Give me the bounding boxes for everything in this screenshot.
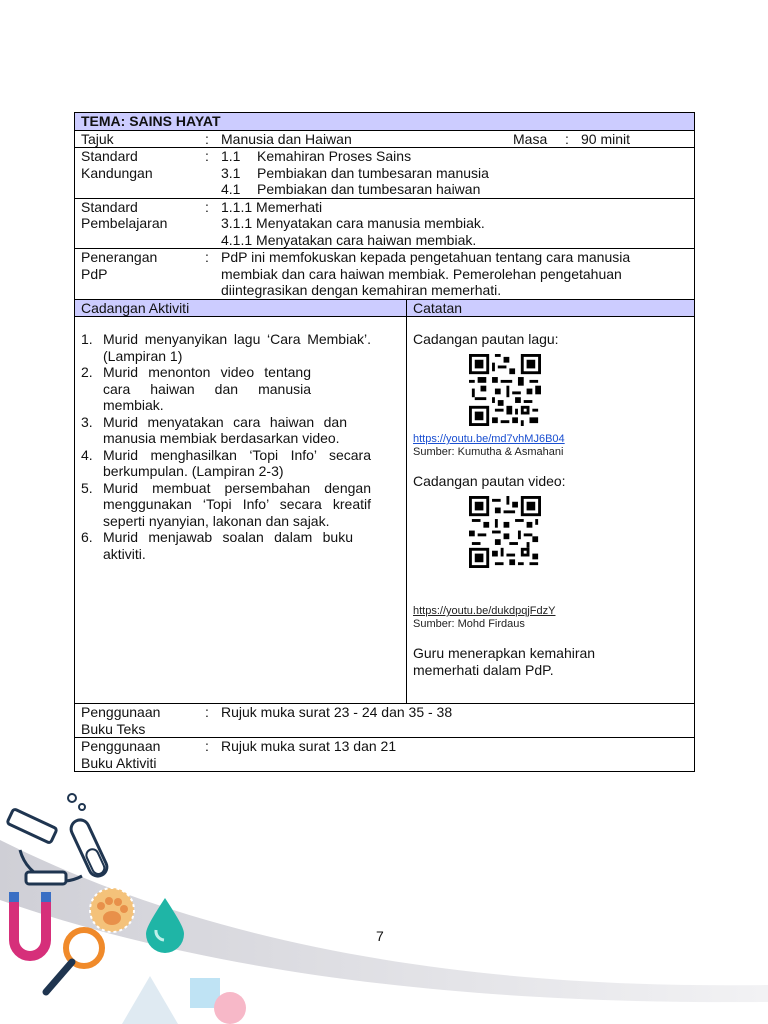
note-line: Guru menerapkan kemahiran bbox=[413, 645, 596, 661]
buku-aktiviti-row bbox=[75, 738, 695, 772]
list-item: 1. Murid menyanyikan lagu ‘Cara Membiak’. (Lampiran 1) bbox=[81, 331, 371, 364]
sk-item: 1.1 Kemahiran Proses Sains bbox=[221, 148, 412, 164]
penerangan-label-1: Penerangan bbox=[81, 249, 158, 265]
lesson-plan-table bbox=[74, 112, 695, 772]
buku-aktiviti-label-2: Buku Aktiviti bbox=[81, 754, 157, 771]
aktiviti-header: Cadangan Aktiviti bbox=[75, 299, 407, 317]
qr-code-video bbox=[469, 496, 541, 568]
content-row bbox=[75, 317, 695, 704]
sp-item: 1.1.1 Memerhati bbox=[221, 198, 323, 215]
colon: : bbox=[205, 198, 209, 215]
activity-list bbox=[81, 331, 371, 562]
tajuk-label: Tajuk bbox=[81, 130, 114, 147]
list-item: 6. Murid menjawab soalan dalam buku aktiviti. bbox=[81, 529, 353, 562]
standard-kandungan-row bbox=[75, 148, 695, 199]
masa-value: 90 minit bbox=[581, 130, 631, 147]
list-item: 2. Murid menonton video tentang cara haiwan dan manusia membiak. bbox=[81, 364, 311, 413]
sp-item: 3.1.1 Menyatakan cara manusia membiak. bbox=[221, 215, 485, 231]
buku-teks-row bbox=[75, 704, 695, 738]
buku-aktiviti-label-1: Penggunaan bbox=[81, 738, 161, 754]
sp-label-1: Standard bbox=[81, 198, 138, 215]
buku-teks-label-1: Penggunaan bbox=[81, 704, 161, 720]
colon: : bbox=[205, 738, 209, 754]
penerangan-line: membiak dan cara haiwan membiak. Pemerolehan pengetahuan bbox=[221, 265, 622, 282]
colon: : bbox=[565, 130, 569, 147]
video-link[interactable]: https://youtu.be/dukdpqjFdzY bbox=[413, 605, 556, 617]
buku-teks-value: Rujuk muka surat 23 - 24 dan 35 - 38 bbox=[221, 704, 453, 720]
sp-label-2: Pembelajaran bbox=[81, 215, 168, 231]
tajuk-row bbox=[75, 130, 695, 148]
paw-icon bbox=[90, 888, 134, 932]
colon: : bbox=[205, 704, 209, 720]
theme-row bbox=[75, 113, 695, 131]
tajuk-value: Manusia dan Haiwan bbox=[221, 130, 352, 147]
lagu-source: Sumber: Kumutha & Asmahani bbox=[413, 446, 564, 458]
page-number: 7 bbox=[376, 928, 384, 944]
sp-item: 4.1.1 Menyatakan cara haiwan membiak. bbox=[221, 231, 477, 248]
sk-label-2: Kandungan bbox=[81, 164, 153, 181]
column-header-row bbox=[75, 299, 695, 317]
list-item: 5. Murid membuat persembahan dengan menggunakan ‘Topi Info’ secara kreatif seperti nyanyian, lakonan dan sajak. bbox=[81, 479, 371, 529]
video-source: Sumber: Mohd Firdaus bbox=[413, 618, 525, 630]
penerangan-row bbox=[75, 249, 695, 300]
theme-heading: TEMA: SAINS HAYAT bbox=[75, 113, 695, 131]
colon: : bbox=[205, 249, 209, 265]
buku-aktiviti-value: Rujuk muka surat 13 dan 21 bbox=[221, 738, 397, 754]
activities-cell bbox=[75, 317, 407, 704]
standard-pembelajaran-row bbox=[75, 198, 695, 249]
catatan-cell bbox=[407, 317, 695, 704]
list-item: 4. Murid menghasilkan ‘Topi Info’ secara berkumpulan. (Lampiran 2-3) bbox=[81, 446, 371, 479]
lagu-label: Cadangan pautan lagu: bbox=[413, 331, 559, 347]
penerangan-line: PdP ini memfokuskan kepada pengetahuan tentang cara manusia bbox=[221, 249, 631, 265]
buku-teks-label-2: Buku Teks bbox=[81, 720, 146, 737]
qr-code-lagu bbox=[469, 354, 541, 426]
decorative-footer bbox=[0, 780, 768, 1024]
catatan-header: Catatan bbox=[407, 299, 695, 317]
sk-item: 3.1 Pembiakan dan tumbesaran manusia bbox=[221, 164, 489, 181]
circle-shape bbox=[214, 992, 246, 1024]
sk-item: 4.1 Pembiakan dan tumbesaran haiwan bbox=[221, 181, 481, 197]
penerangan-label-2: PdP bbox=[81, 265, 108, 282]
sk-label-1: Standard bbox=[81, 148, 138, 164]
lagu-link[interactable]: https://youtu.be/md7vhMJ6B04 bbox=[413, 433, 565, 445]
colon: : bbox=[205, 130, 209, 147]
test-tube-icon bbox=[68, 817, 110, 879]
note-line: memerhati dalam PdP. bbox=[413, 661, 554, 678]
list-item: 3. Murid menyatakan cara haiwan dan manusia membiak berdasarkan video. bbox=[81, 413, 347, 446]
colon: : bbox=[205, 148, 209, 164]
penerangan-line: diintegrasikan dengan kemahiran memerhati. bbox=[221, 282, 502, 298]
video-label: Cadangan pautan video: bbox=[413, 473, 566, 489]
masa-label: Masa bbox=[513, 130, 548, 147]
